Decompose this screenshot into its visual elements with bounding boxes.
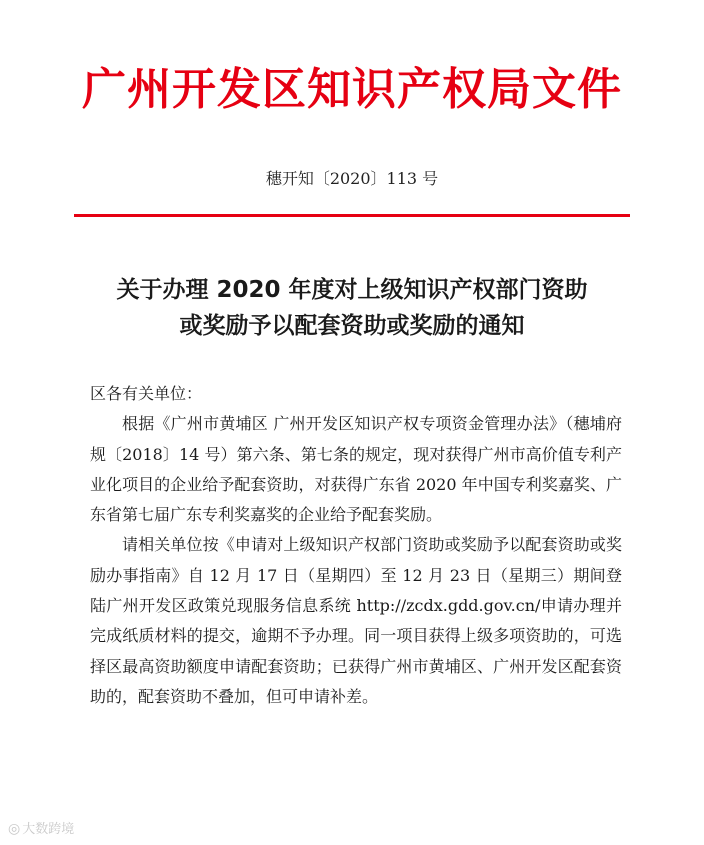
document-body bbox=[90, 379, 622, 712]
document-title bbox=[0, 272, 704, 344]
body-paragraph-1: 根据《广州市黄埔区 广州开发区知识产权专项资金管理办法》（穗埔府规〔2018〕14 号）第六条、第七条的规定，现对获得广州市高价值专利产业化项目的企业给予配套资助，对获得广东省 2020 年中国专利奖嘉奖、广东省第七届广东专利奖嘉奖的企业给予配套奖励。 bbox=[90, 414, 622, 525]
watermark-text: 大数跨境 bbox=[22, 822, 75, 837]
document-number: 穗开知〔2020〕113 号 bbox=[265, 169, 439, 188]
body-paragraph-2: 请相关单位按《申请对上级知识产权部门资助或奖励予以配套资助或奖励办事指南》自 12 月 17 日（星期四）至 12 月 23 日（星期三）期间登陆广州开发区政策兑现服务信息系统 http://zcdx.gdd.gov.cn/申请办理并完成纸质材料的提交，逾期不予办理。同一项目获得上级多项资助的，可选择区最高资助额度申请配套资助；已获得广州市黄埔区、广州开发区配套资助的，配套资助不叠加，但可申请补差。 bbox=[90, 535, 622, 706]
red-divider-line bbox=[74, 214, 630, 217]
title-line-2: 或奖励予以配套资助或奖励的通知 bbox=[179, 313, 525, 339]
issuer-masthead: 广州开发区知识产权局文件 bbox=[82, 64, 622, 115]
salutation: 区各有关单位： bbox=[90, 384, 203, 403]
watermark bbox=[8, 818, 74, 837]
title-line-1: 关于办理 2020 年度对上级知识产权部门资助 bbox=[116, 277, 588, 303]
camera-logo-icon: ◎ bbox=[8, 821, 21, 837]
